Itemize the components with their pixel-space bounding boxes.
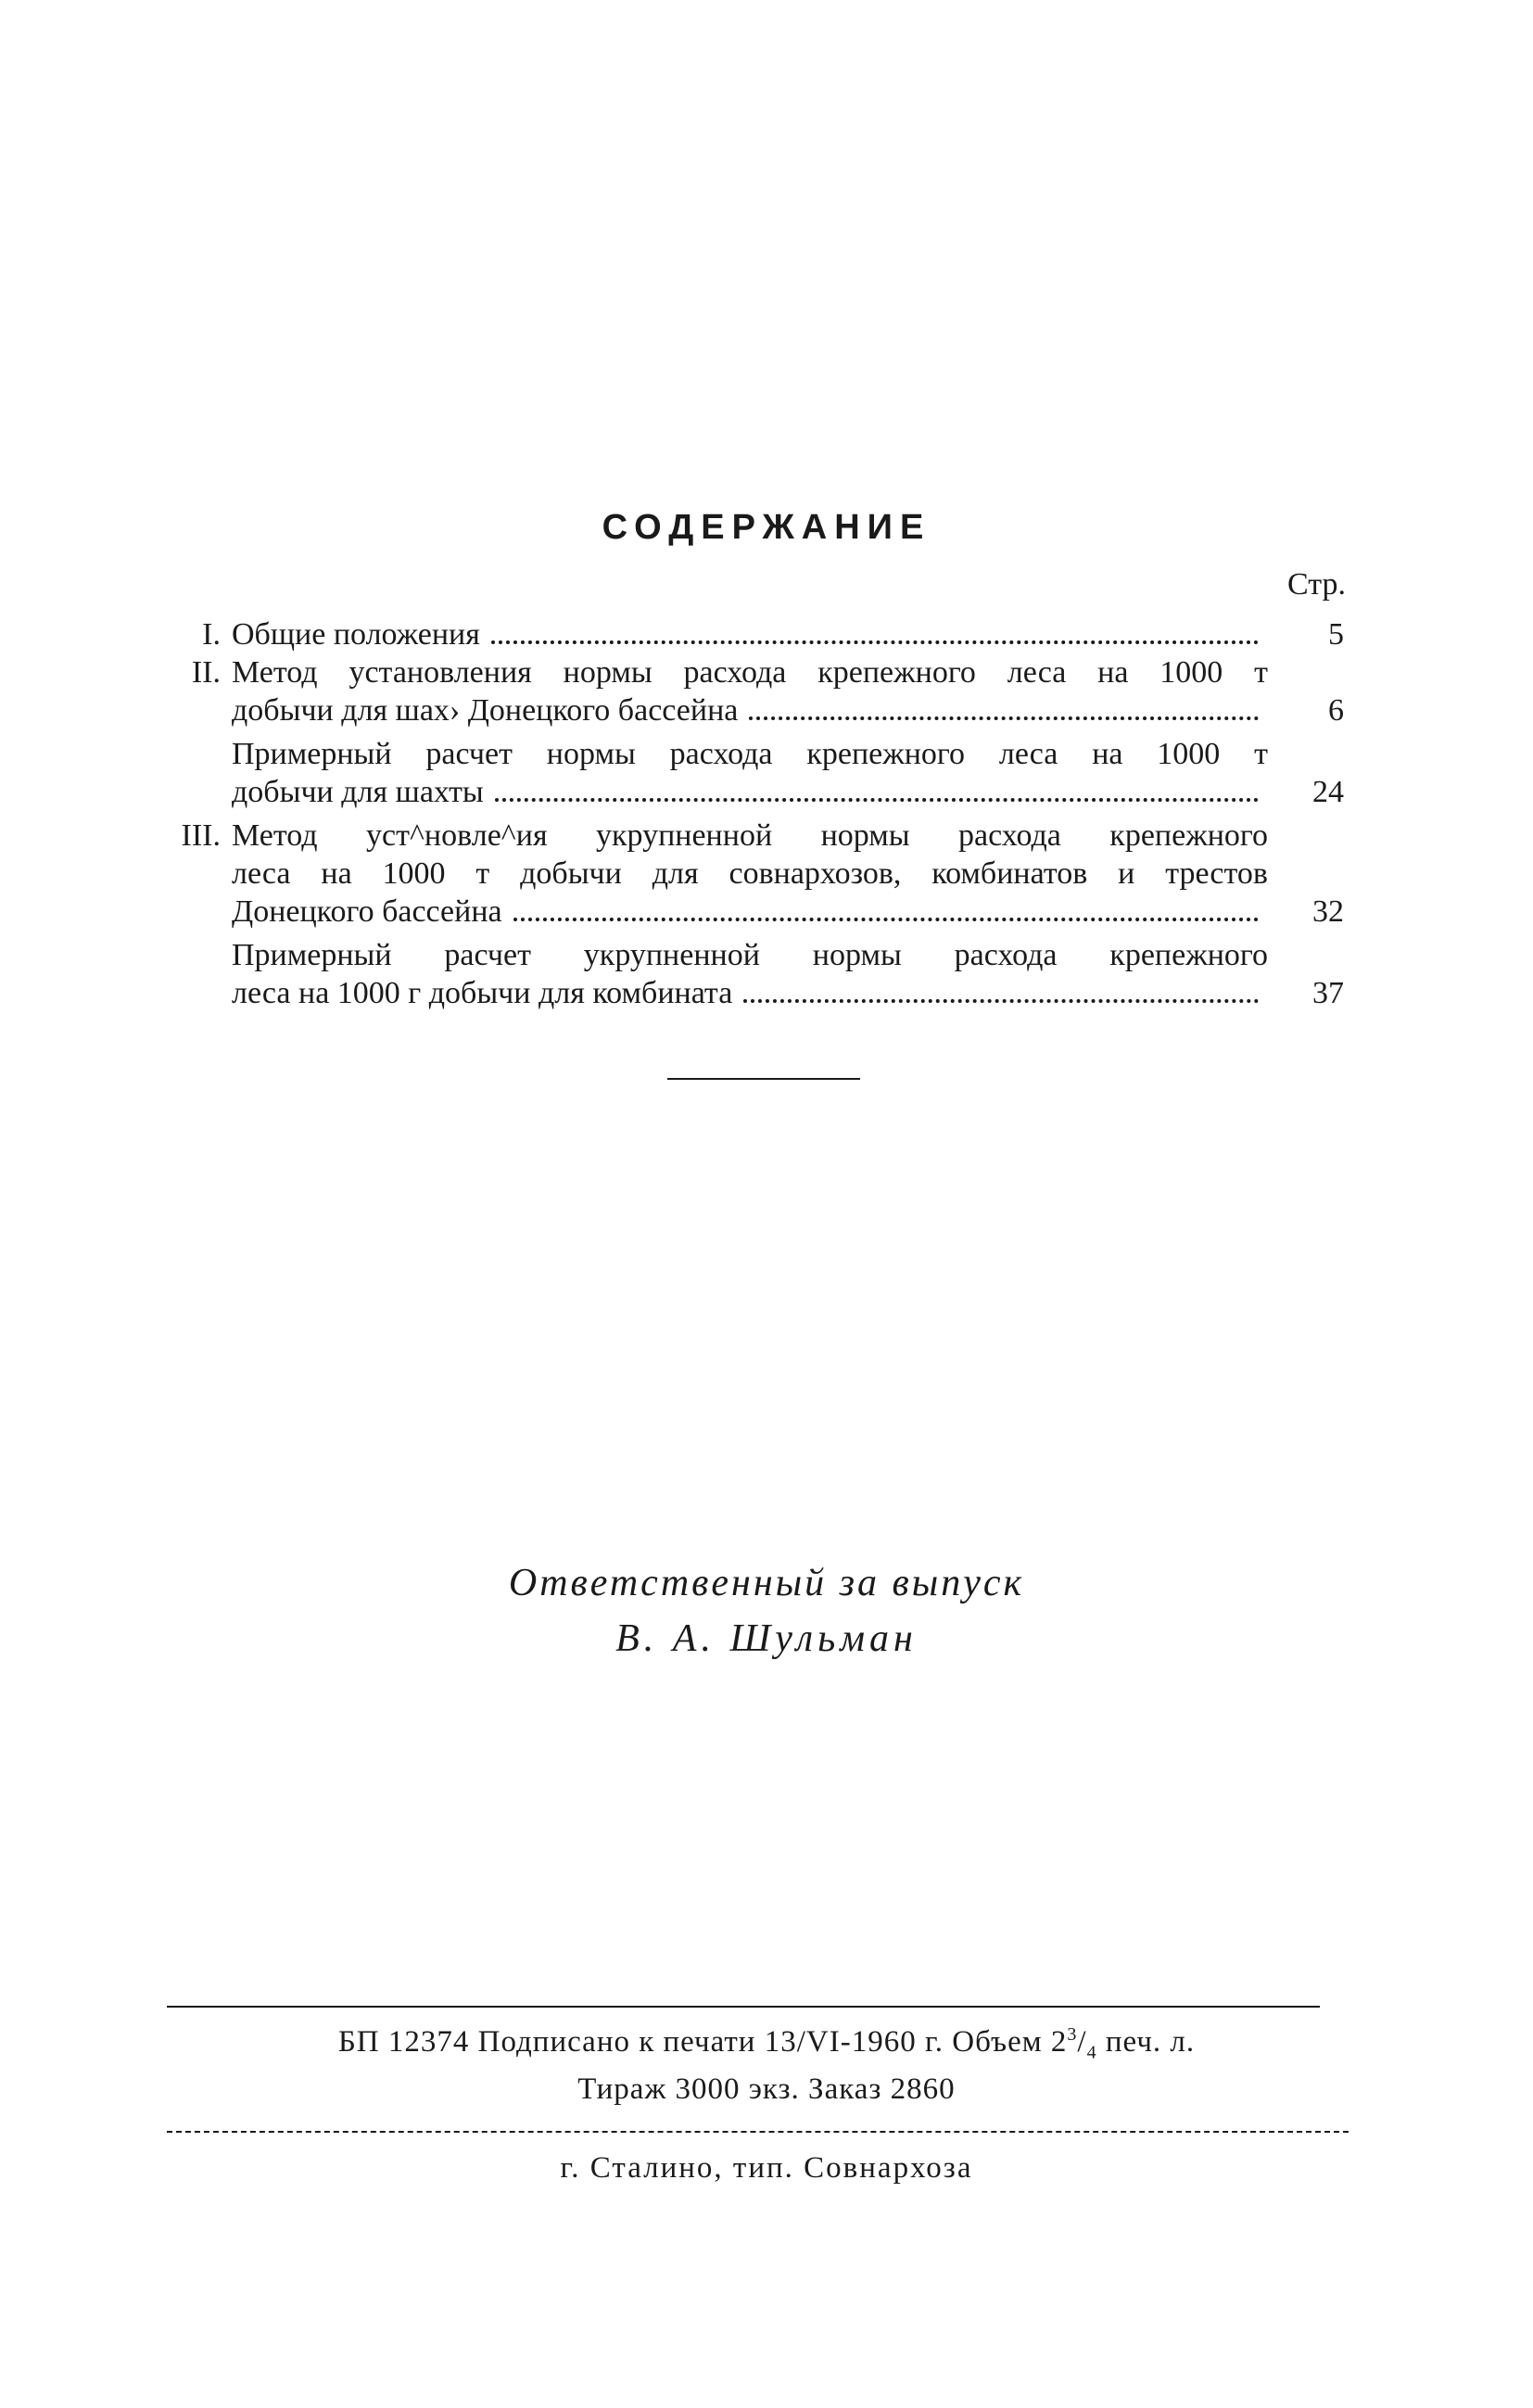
toc-entry-text: Примерный расчет укрупненной нормы расхода крепежного	[232, 938, 1268, 972]
toc-entry	[159, 817, 1344, 931]
section-divider	[667, 1078, 860, 1080]
responsible-label: Ответственный за выпуск	[508, 1562, 1025, 1604]
toc-entry	[159, 735, 1344, 811]
toc-entry-page: 37	[1312, 976, 1344, 1010]
toc-entry-text: Донецкого бассейна	[232, 894, 502, 929]
colophon-printer: г. Сталино, тип. Совнархоза	[560, 2151, 973, 2185]
toc-entry-text: добычи для шахты	[232, 775, 484, 809]
toc-entry-number: I.	[202, 617, 221, 652]
toc-title: СОДЕРЖАНИЕ	[602, 508, 931, 547]
toc-entry-page: 32	[1312, 894, 1344, 929]
toc-entry-text: Примерный расчет нормы расхода крепежного леса на 1000 т	[232, 737, 1268, 771]
toc-entry-text: Метод установления нормы расхода крепежного леса на 1000 т	[232, 655, 1268, 690]
table-of-contents	[159, 615, 1344, 1012]
toc-entry-text: Общие положения	[232, 617, 480, 652]
toc-entry-text: леса на 1000 т добычи для совнархозов, комбинатов и трестов	[232, 856, 1268, 891]
toc-entry-page: 24	[1312, 775, 1344, 809]
toc-entry	[159, 936, 1344, 1012]
colophon-top-rule	[167, 2006, 1320, 2008]
toc-entry	[159, 615, 1344, 653]
toc-entry-number: III.	[181, 818, 221, 853]
page-column-label: Стр.	[1286, 567, 1346, 602]
dot-leader	[495, 798, 1259, 802]
colophon-print-run: Тираж 3000 экз. Заказ 2860	[577, 2072, 956, 2106]
colophon-bottom-rule	[167, 2131, 1349, 2133]
dot-leader	[491, 640, 1259, 644]
toc-entry-number: II.	[191, 655, 221, 690]
colophon-print-details: БП 12374 Подписано к печати 13/VI-1960 г. Объем $2^3/_4$ печ. л.	[337, 2024, 1196, 2063]
toc-entry-text: Метод уст^новле^ия укрупненной нормы расхода крепежного	[232, 818, 1268, 853]
dot-leader	[749, 716, 1259, 720]
toc-entry-text: леса на 1000 г добычи для комбината	[232, 976, 733, 1010]
dot-leader	[743, 999, 1259, 1003]
responsible-name: В. А. Шульман	[615, 1617, 918, 1660]
toc-entry-text: добычи для шах› Донецкого бассейна	[232, 693, 739, 728]
toc-entry	[159, 653, 1344, 729]
dot-leader	[513, 918, 1259, 921]
toc-entry-page: 5	[1328, 617, 1344, 652]
toc-entry-page: 6	[1328, 693, 1344, 728]
